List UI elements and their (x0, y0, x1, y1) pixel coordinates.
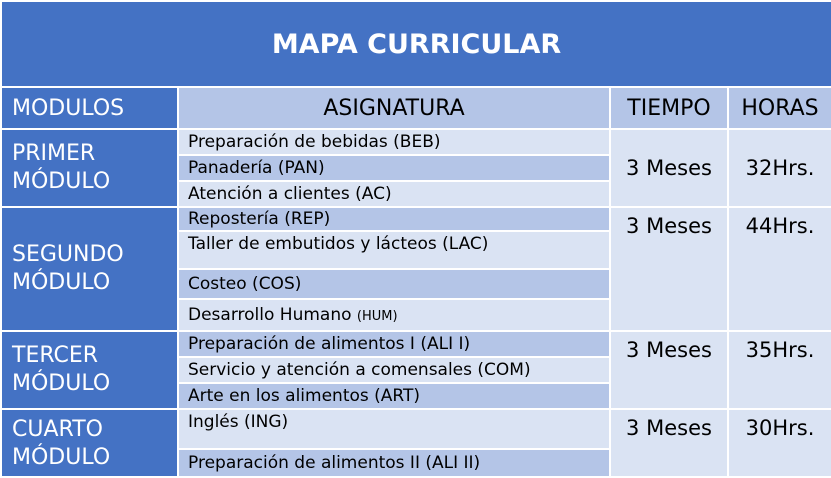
header-asignatura: ASIGNATURA (178, 87, 610, 129)
module-label-line: MÓDULO (12, 270, 111, 295)
table-row (1, 207, 831, 231)
module-label-2 (1, 207, 178, 331)
subject-cell: Preparación de alimentos II (ALI II) (178, 449, 610, 477)
tiempo-cell: 3 Meses (610, 409, 728, 477)
tiempo-cell: 3 Meses (610, 207, 728, 331)
horas-cell: 44Hrs. (728, 207, 831, 331)
subject-cell: Panadería (PAN) (178, 155, 610, 181)
module-label-line: TERCER (12, 343, 99, 368)
subject-cell: Preparación de bebidas (BEB) (178, 129, 610, 155)
subject-cell: Taller de embutidos y lácteos (LAC) (178, 231, 610, 269)
subject-cell: Costeo (COS) (178, 269, 610, 299)
tiempo-cell: 3 Meses (610, 331, 728, 409)
header-modulos: MODULOS (1, 87, 178, 129)
horas-cell: 30Hrs. (728, 409, 831, 477)
subject-cell: Atención a clientes (AC) (178, 181, 610, 207)
table-row (1, 409, 831, 449)
tiempo-cell: 3 Meses (610, 129, 728, 207)
module-label-4 (1, 409, 178, 477)
module-label-line: PRIMER (12, 141, 96, 166)
subject-cell (178, 299, 610, 331)
module-label-line: SEGUNDO (12, 242, 124, 267)
subject-cell: Preparación de alimentos I (ALI I) (178, 331, 610, 357)
module-label-line: CUARTO (12, 417, 103, 442)
module-label-line: MÓDULO (12, 371, 111, 396)
header-tiempo: TIEMPO (610, 87, 728, 129)
horas-cell: 35Hrs. (728, 331, 831, 409)
table-row (1, 331, 831, 357)
module-label-1 (1, 129, 178, 207)
subject-cell: Inglés (ING) (178, 409, 610, 449)
title-row (1, 1, 831, 87)
subject-name: Desarrollo Humano (188, 305, 352, 325)
module-label-3 (1, 331, 178, 409)
module-label-line: MÓDULO (12, 169, 111, 194)
subject-cell: Repostería (REP) (178, 207, 610, 231)
table-row (1, 129, 831, 155)
header-row (1, 87, 831, 129)
subject-cell: Servicio y atención a comensales (COM) (178, 357, 610, 383)
module-label-line: MÓDULO (12, 445, 111, 470)
horas-cell: 32Hrs. (728, 129, 831, 207)
table-title: MAPA CURRICULAR (1, 1, 831, 87)
subject-code: (HUM) (356, 309, 398, 324)
header-horas: HORAS (728, 87, 831, 129)
subject-cell: Arte en los alimentos (ART) (178, 383, 610, 409)
